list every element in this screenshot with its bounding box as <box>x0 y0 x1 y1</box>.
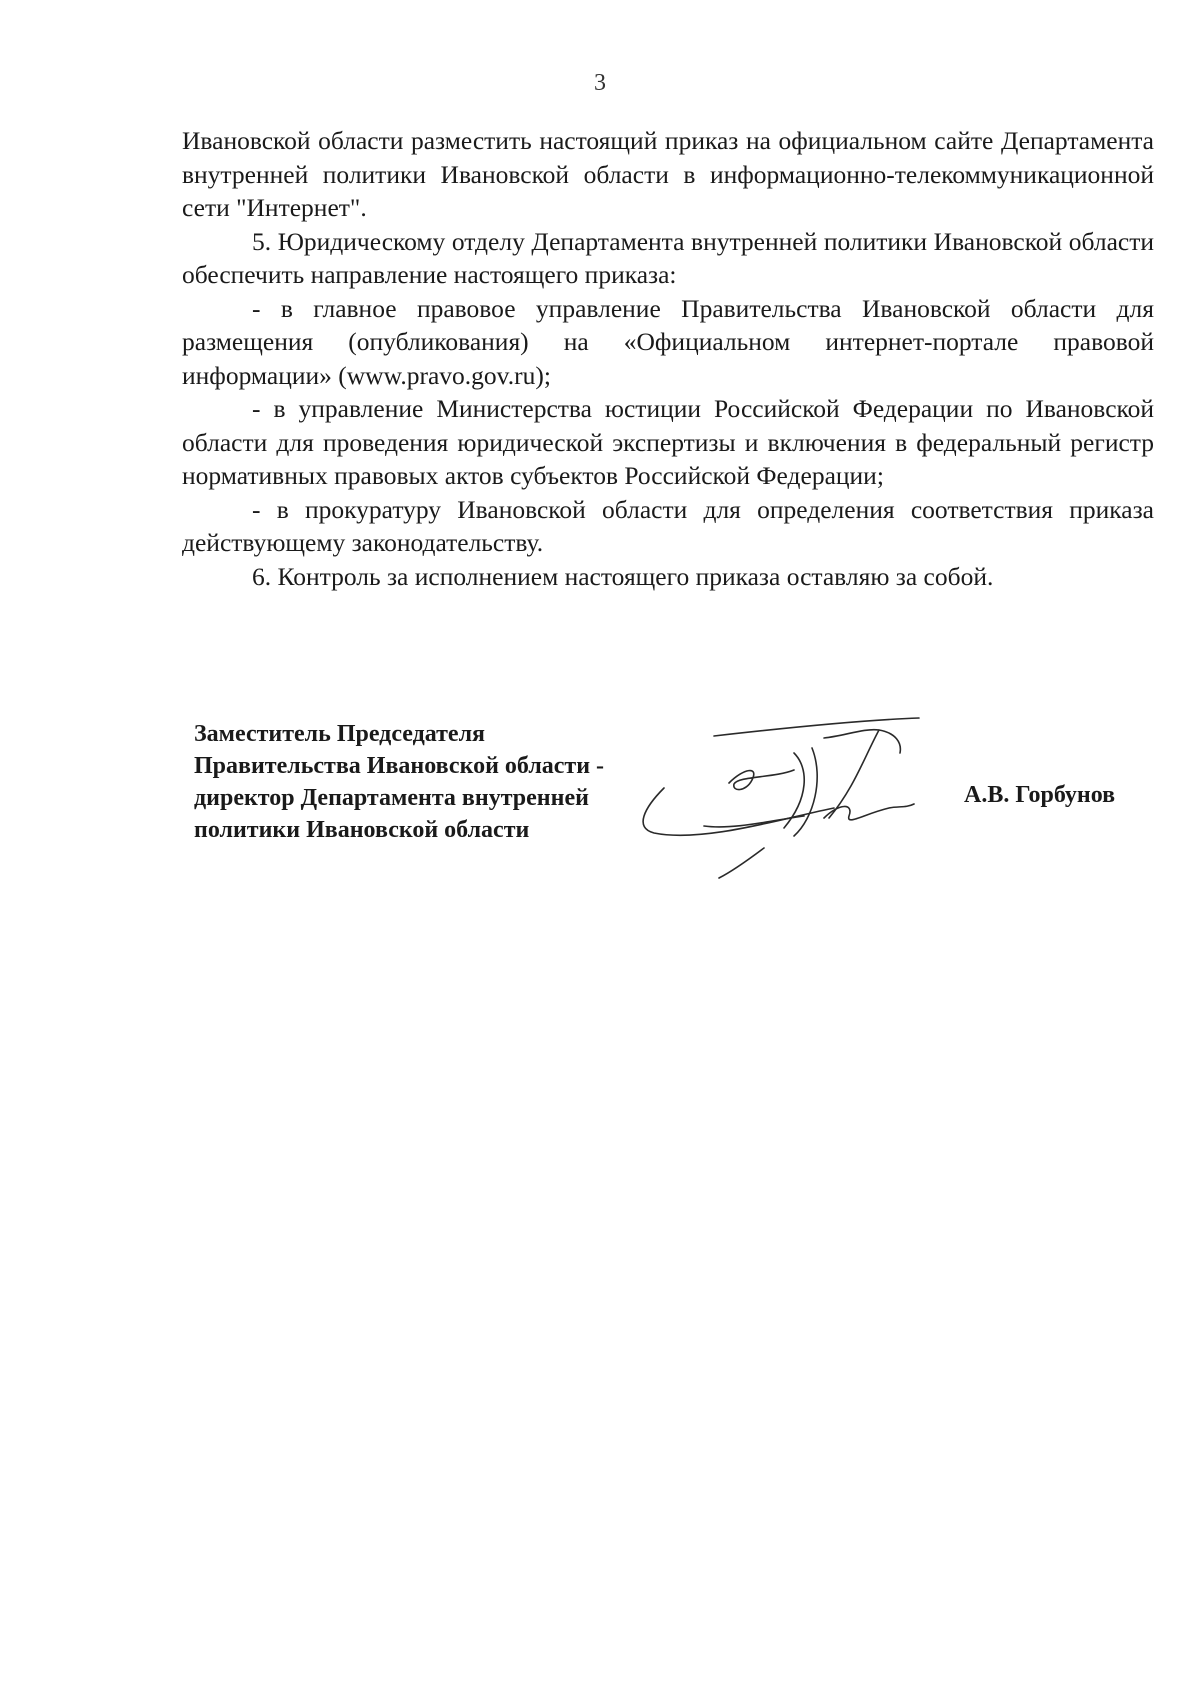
handwritten-signature <box>634 708 964 888</box>
page-number: 3 <box>594 70 606 96</box>
signatory-title <box>194 718 604 846</box>
paragraph-3: - в главное правовое управление Правительства Ивановской области для размещения (опубликования) на «Официальном интернет-портале правовой информации» (www.pravo.gov.ru); <box>182 293 1154 390</box>
signatory-title-line-1: Заместитель Председателя <box>194 721 486 747</box>
document-body <box>182 124 1154 593</box>
signatory-title-line-3: директор Департамента внутренней <box>194 785 589 811</box>
paragraph-1: Ивановской области разместить настоящий приказ на официальном сайте Департамента внутренней политики Ивановской области в информационно-телекоммуникационной сети "Интернет". <box>182 126 1154 222</box>
signatory-title-line-4: политики Ивановской области <box>194 817 530 843</box>
paragraph-2: 5. Юридическому отделу Департамента внутренней политики Ивановской области обеспечить направление настоящего приказа: <box>182 226 1154 289</box>
paragraph-4: - в управление Министерства юстиции Российской Федерации по Ивановской области для проведения юридической экспертизы и включения в федеральный регистр нормативных правовых актов субъектов Российской Федерации; <box>182 394 1154 490</box>
paragraph-6: 6. Контроль за исполнением настоящего приказа оставляю за собой. <box>252 561 994 591</box>
signatory-name: А.В. Горбунов <box>964 782 1116 808</box>
paragraph-5: - в прокуратуру Ивановской области для определения соответствия приказа действующему законодательству. <box>182 494 1154 557</box>
signatory-title-line-2: Правительства Ивановской области - <box>194 753 605 779</box>
signature-block <box>194 718 1154 888</box>
